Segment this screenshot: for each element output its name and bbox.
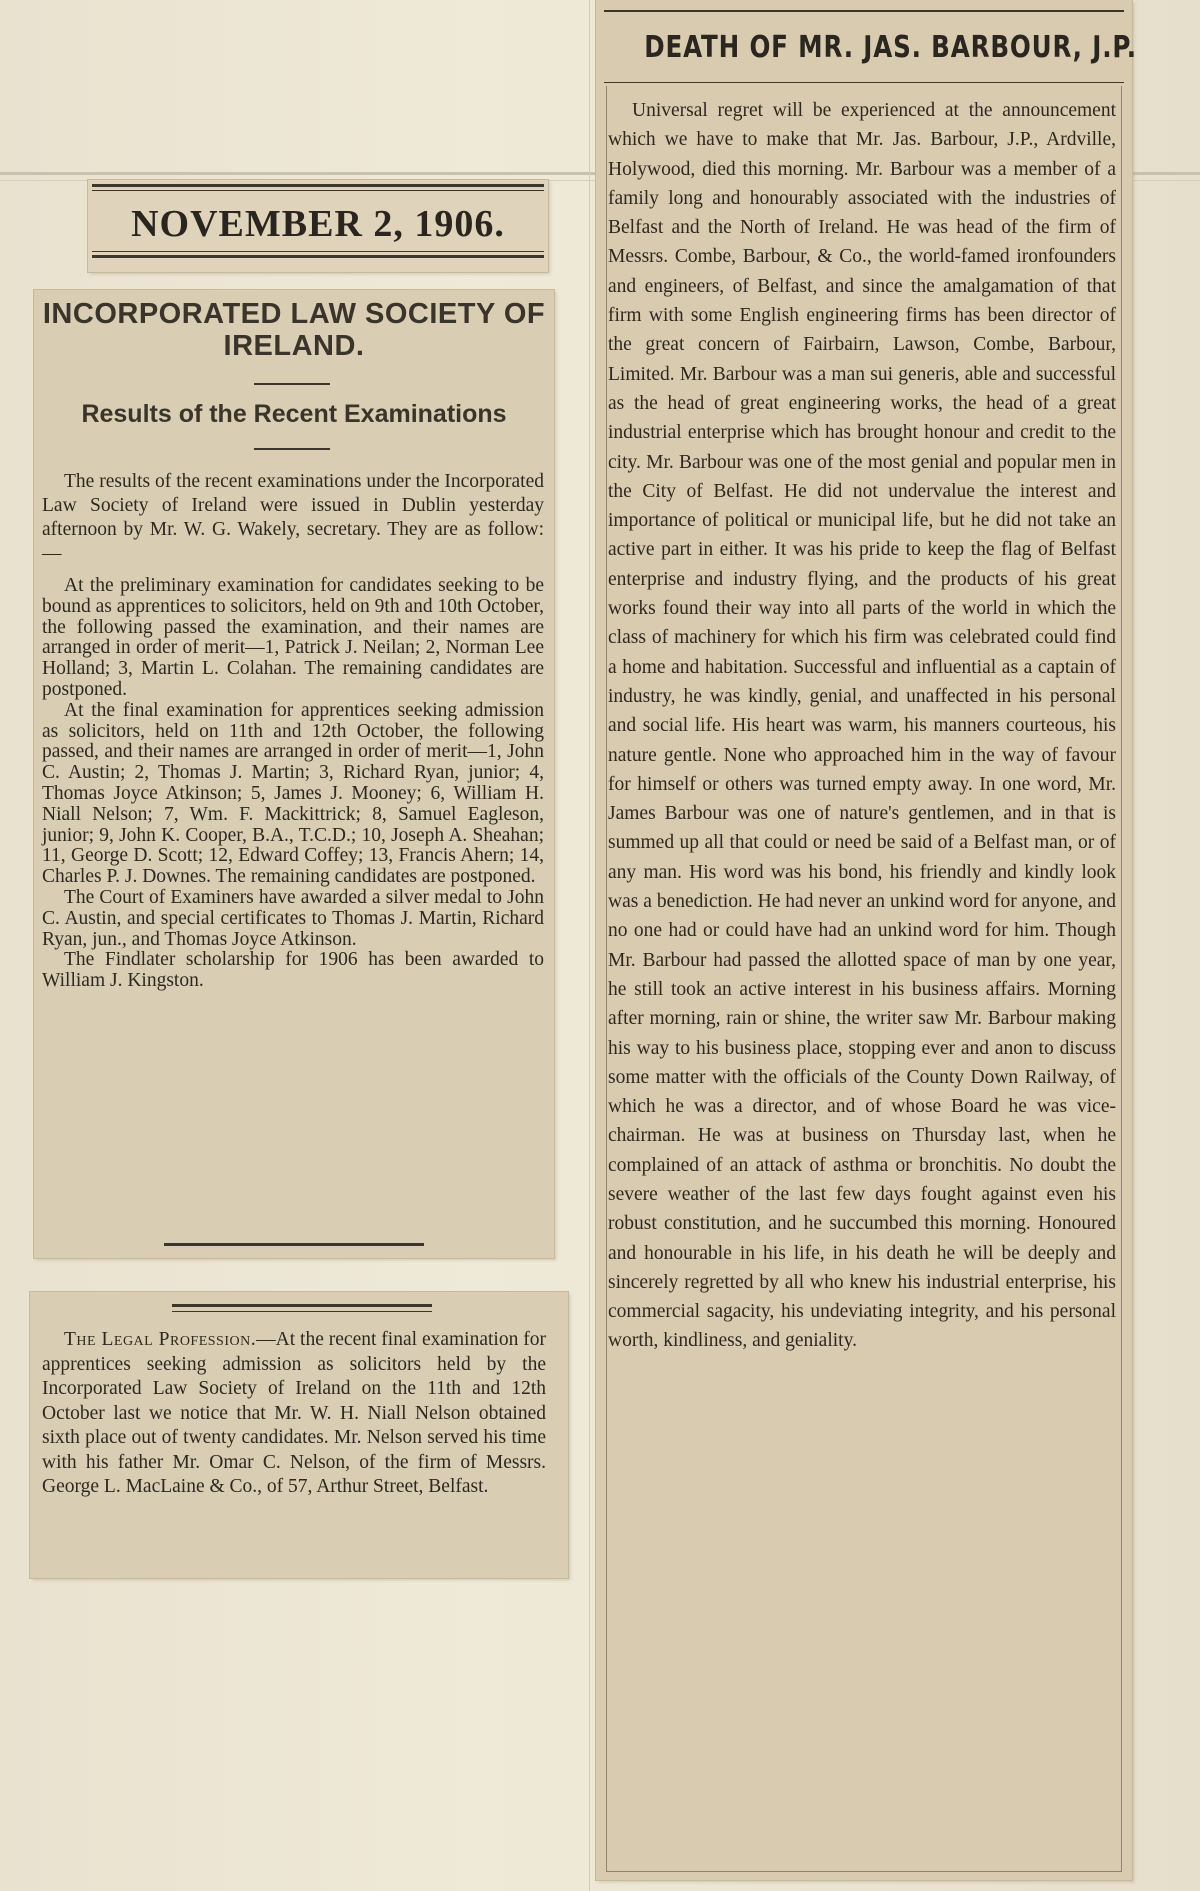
legal-top-rule-thin <box>172 1311 432 1312</box>
subtitle-divider <box>254 448 330 450</box>
obituary-headline: DEATH OF MR. JAS. BARBOUR, J.P. <box>644 30 1137 65</box>
date-bottom-rule-thin <box>92 251 544 252</box>
law-society-title: INCORPORATED LAW SOCIETY OF IRELAND. <box>42 298 546 362</box>
date-bottom-rule <box>92 255 544 258</box>
article-paragraph: The Court of Examiners have awarded a silver medal to John C. Austin, and special certificates to Thomas J. Martin, Richard Ryan, jun., and Thomas Joyce Atkinson. <box>42 886 544 950</box>
column-border-right <box>1121 86 1122 1872</box>
barbour-obituary-clipping <box>596 0 1137 1880</box>
obituary-top-rule <box>604 10 1124 12</box>
column-border-left <box>606 86 607 1872</box>
article-paragraph: At the preliminary examination for candidates seeking to be bound as apprentices to solicitors, held on 9th and 10th October, the following passed the examination, and their names are arranged in order of merit—1, Patrick J. Neilan; 2, Norman Lee Holland; 3, Martin L. Colahan. The remaining candidates are postponed. <box>42 575 544 700</box>
date-top-rule-thin <box>92 190 544 191</box>
legal-profession-heading: The Legal Profession. <box>64 1329 257 1350</box>
article-paragraph: The results of the recent examinations under the Incorporated Law Society of Ireland were issued in Dublin yesterday afternoon by Mr. W. G. Wakely, secretary. They are as follow:— <box>42 471 544 564</box>
legal-top-rule <box>172 1304 432 1307</box>
column-border-bottom <box>606 1871 1122 1872</box>
legal-profession-clipping <box>30 1292 568 1578</box>
law-society-subtitle: Results of the Recent Examinations <box>81 400 507 428</box>
clipping-date: NOVEMBER 2, 1906. <box>131 203 505 245</box>
date-clipping <box>88 180 548 272</box>
obituary-text: Universal regret will be experienced at the announcement which we have to make that Mr. Jas. Barbour, J.P., Ardville, Holywood, died this morning. Mr. Barbour was a member of a family long and honourably associated with the industries of Belfast and the North of Ireland. He was head of the firm of Messrs. Combe, Barbour, & Co., the world-famed ironfounders and engineers, of Belfast, and since the amalgamation of that firm with some English engineering firms has been director of the great concern of Fairbairn, Lawson, Combe, Barbour, Limited. Mr. Barbour was a man sui generis, able and successful as the head of great engineering works, the head of a great industrial enterprise which has brought honour and credit to the city. Mr. Barbour was one of the most genial and popular men in the City of Belfast. He did not undervalue the interest and importance of political or municipal life, but he did not take an active part in either. It was his pride to keep the flag of Belfast enterprise and industry flying, and the products of his great works found their way into all parts of the world in which the class of machinery for which his firm was celebrated could find a home and habitation. Successful and influential as a captain of industry, he was kindly, genial, and unaffected in his personal and social life. His heart was warm, his manners courteous, his nature gentle. None who approached him in the way of favour for himself or others was turned empty away. In one word, Mr. James Barbour was one of nature's gentlemen, and in that is summed up all that could or need be said of a Belfast man, or of any man. His word was his bond, his friendly and kindly look was a benediction. He had never an unkind word for anyone, and no one had or could have had an unkind word for him. Though Mr. Barbour had passed the allotted space of man by one year, he still took an active interest in his business affairs. Morning after morning, rain or shine, the writer saw Mr. Barbour making his way to his business place, stopping ever and anon to discuss some matter with the officials of the County Down Railway, of which he was a director, and of whose Board he was vice-chairman. He was at business on Thursday last, when he complained of an attack of asthma or bronchitis. No doubt the severe weather of the last few days fought against even his robust constitution, and he succumbed this morning. Honoured and honourable in his life, in his death he will be deeply and sincerely regretted by all who knew his industrial enterprise, his commercial sagacity, his undeviating integrity, and his personal worth, kindliness, and geniality. <box>608 100 1116 1352</box>
law-society-article-body <box>42 470 544 992</box>
obituary-body <box>608 96 1116 1356</box>
title-divider <box>254 383 330 385</box>
article-end-rule <box>164 1243 424 1246</box>
date-top-rule <box>92 184 544 187</box>
legal-profession-body <box>42 1328 546 1500</box>
legal-profession-text: —At the recent final examination for apprentices seeking admission as solicitors held by the Incorporated Law Society of Ireland on the 11th and 12th October last we notice that Mr. W. H. Niall Nelson obtained sixth place out of twenty candidates. Mr. Nelson served his time with his father Mr. Omar C. Nelson, of the firm of Messrs. George L. MacLaine & Co., of 57, Arthur Street, Belfast. <box>42 1329 546 1497</box>
page-crease-vertical <box>589 0 590 1891</box>
article-paragraph: At the final examination for apprentices seeking admission as solicitors, held on 11th and 12th October, the following passed, and their names are arranged in order of merit—1, John C. Austin; 2, Thomas J. Martin; 3, Richard Ryan, junior; 4, Thomas Joyce Atkinson; 5, James J. Mooney; 6, William H. Niall Nelson; 7, Wm. F. Mackittrick; 8, Samuel Eagleson, junior; 9, John K. Cooper, B.A., T.C.D.; 10, Joseph A. Sheahan; 11, George D. Scott; 12, Edward Coffey; 13, Francis Ahern; 14, Charles P. J. Downes. The remaining candidates are postponed. <box>42 699 544 888</box>
headline-rule <box>604 82 1124 83</box>
law-society-clipping <box>34 290 554 1258</box>
article-paragraph: The Findlater scholarship for 1906 has been awarded to William J. Kingston. <box>42 949 544 992</box>
